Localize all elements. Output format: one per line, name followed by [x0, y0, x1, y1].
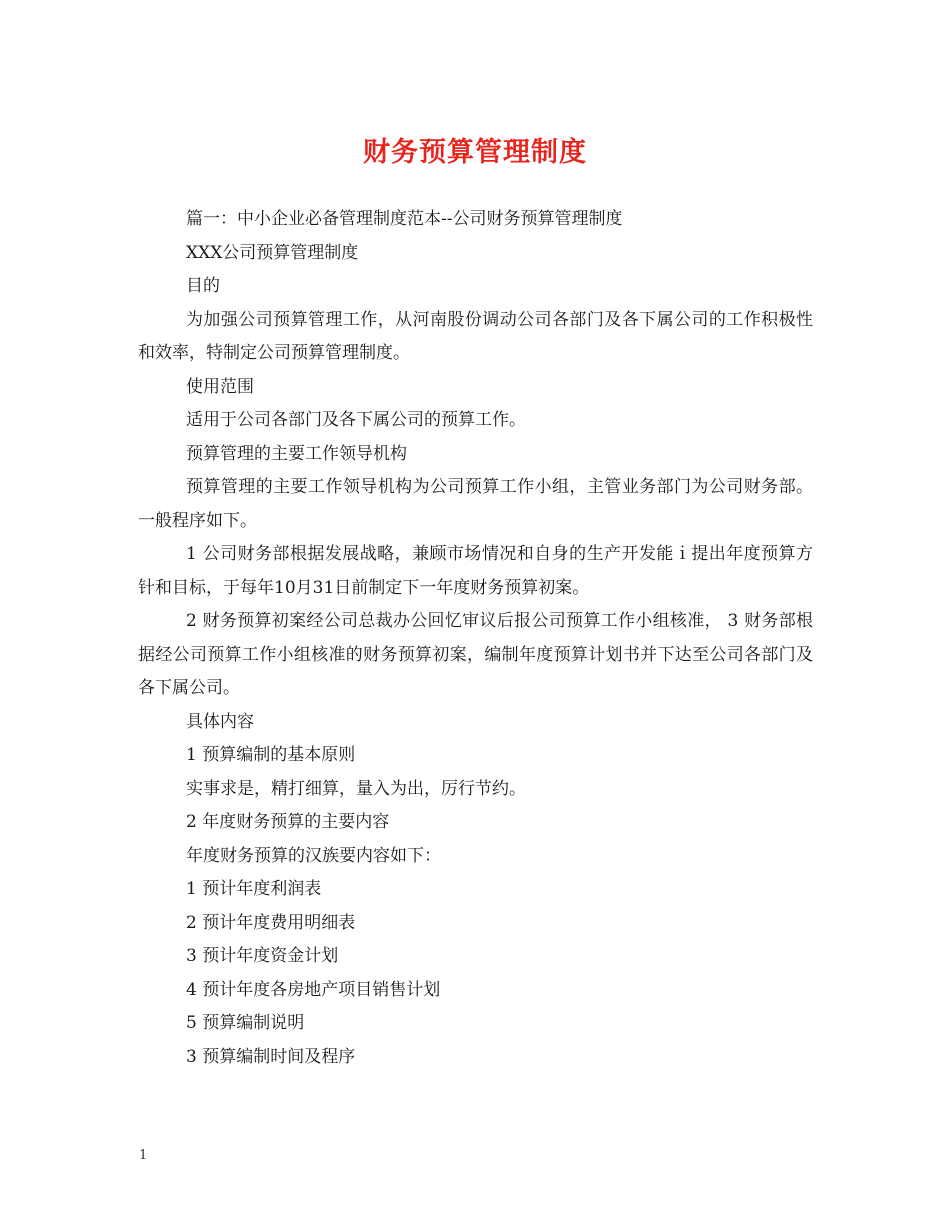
paragraph-3: 目的	[186, 276, 220, 296]
paragraph-6: 适用于公司各部门及各下属公司的预算工作。	[186, 410, 526, 430]
paragraph-16: 1 预计年度利润表	[186, 879, 322, 899]
paragraph-1: 篇一：中小企业必备管理制度范本--公司财务预算管理制度	[186, 209, 623, 229]
paragraph-7: 预算管理的主要工作领导机构	[186, 443, 407, 464]
paragraph-10: 2 财务预算初案经公司总裁办公回忆审议后报公司预算工作小组核准， 3 财务部根据经公司预算工作小组核准的财务预算初案，编制年度预算计划书并下达至公司各部门及各下属公司。	[138, 611, 813, 698]
paragraph-18: 3 预计年度资金计划	[186, 946, 339, 966]
paragraph-15: 年度财务预算的汉族要内容如下：	[186, 845, 441, 866]
paragraph-11: 具体内容	[186, 711, 254, 732]
paragraph-14: 2 年度财务预算的主要内容	[186, 812, 390, 832]
paragraph-19: 4 预计年度各房地产项目销售计划	[186, 979, 441, 1000]
paragraph-4: 为加强公司预算管理工作，从河南股份调动公司各部门及各下属公司的工作积极性和效率，特制定公司预算管理制度。	[138, 309, 813, 363]
page-number: 1	[139, 1148, 148, 1163]
paragraph-8: 预算管理的主要工作领导机构为公司预算工作小组，主管业务部门为公司财务部。一般程序如下。	[138, 477, 813, 531]
paragraph-12: 1 预算编制的基本原则	[186, 745, 356, 765]
paragraph-9: 1 公司财务部根据发展战略，兼顾市场情况和自身的生产开发能ｉ提出年度预算方针和目标，于每年10月31日前制定下一年度财务预算初案。	[138, 544, 813, 598]
paragraph-17: 2 预计年度费用明细表	[186, 912, 356, 933]
document-body	[138, 203, 813, 1074]
paragraph-5: 使用范围	[186, 376, 254, 397]
paragraph-2: XXX公司预算管理制度	[186, 242, 359, 263]
paragraph-21: 3 预算编制时间及程序	[186, 1046, 356, 1067]
document-title: 财务预算管理制度	[363, 137, 587, 168]
paragraph-20: 5 预算编制说明	[186, 1013, 305, 1033]
paragraph-13: 实事求是，精打细算，量入为出，厉行节约。	[186, 778, 526, 799]
